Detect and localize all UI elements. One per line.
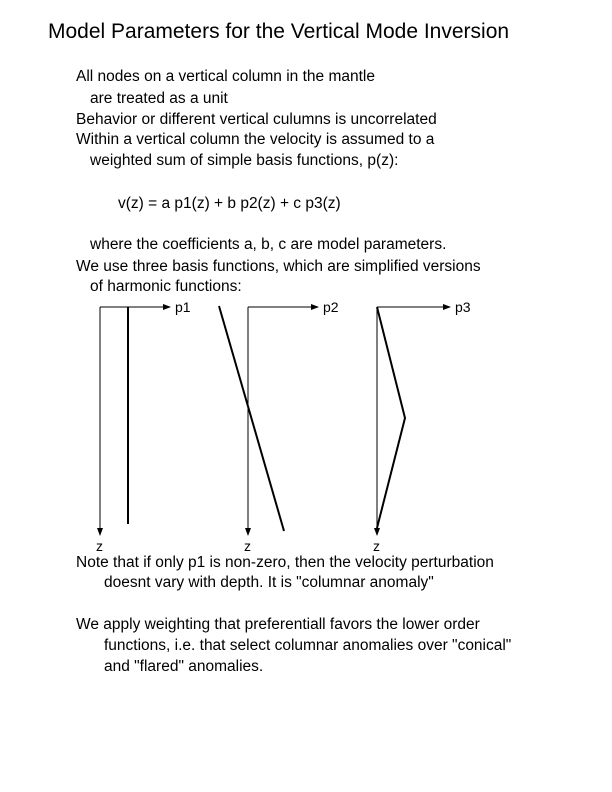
page-title: Model Parameters for the Vertical Mode Inversion (48, 20, 510, 43)
p3-curve (377, 307, 405, 528)
text-line-7: where the coefficients a, b, c are model parameters. (90, 236, 447, 253)
text-line-3: Behavior or different vertical culumns is uncorrelated (76, 111, 437, 128)
p3-z-label: z (373, 538, 380, 554)
plot-p1 (96, 299, 191, 554)
p3-x-label: p3 (455, 299, 471, 315)
text-line-2: are treated as a unit (90, 90, 228, 107)
text-line-8: We use three basis functions, which are simplified versions (76, 258, 481, 275)
p1-z-label: z (96, 538, 103, 554)
text-line-14: and "flared" anomalies. (104, 658, 264, 675)
text-line-13: functions, i.e. that select columnar anomalies over "conical" (104, 637, 512, 654)
text-line-5: weighted sum of simple basis functions, p(z): (90, 152, 399, 169)
p2-z-label: z (244, 538, 251, 554)
text-line-12: We apply weighting that preferentiall favors the lower order (76, 616, 480, 633)
p2-x-label: p2 (323, 299, 339, 315)
text-line-1: All nodes on a vertical column in the mantle (76, 68, 375, 85)
p1-x-label: p1 (175, 299, 191, 315)
text-line-11: doesnt vary with depth. It is "columnar anomaly" (104, 574, 434, 591)
text-line-10: Note that if only p1 is non-zero, then the velocity perturbation (76, 554, 494, 571)
p2-curve (219, 306, 284, 531)
text-line-9: of harmonic functions: (90, 278, 242, 295)
plot-p3 (373, 299, 471, 554)
plot-p2 (219, 299, 339, 554)
equation: v(z) = a p1(z) + b p2(z) + c p3(z) (118, 195, 341, 212)
text-line-4: Within a vertical column the velocity is assumed to a (76, 131, 435, 148)
